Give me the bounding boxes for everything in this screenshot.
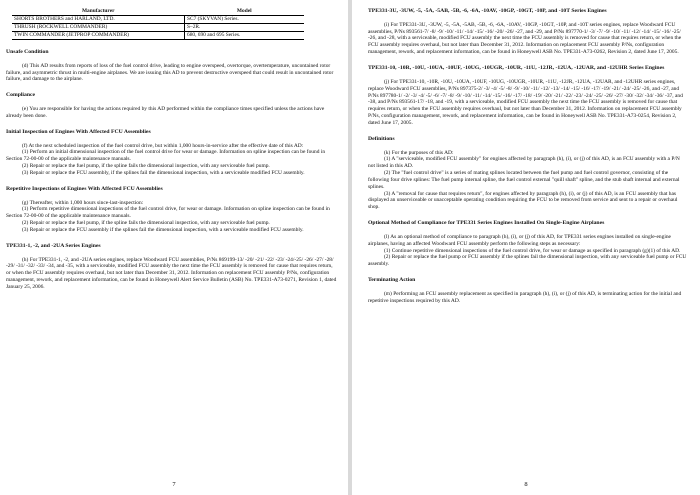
paragraph-h: (h) For TPE331-1, -2, and -2UA series engines, replace Woodward FCU assemblies, P/Ns 869199-13/ -20/ -21/ -22/ -23/ -24/-25/ -26/ -27/ -28/ -29/ -31/ -32/ -33/ -34, and -35, with a serviceable, modified FCU assembly the next time the FCU assembly is removed for cause that requires return, or when the FCU assembly requires overhaul, but not later than December 31, 2012. Information on replacement FCU assembly P/Ns, configuration management, rework, and replacement information, can be found in Honeywell Alert Service Bulletin (ASB) No. TPE331-A73-0271, Revision 1, dated January 25, 2006. — [6, 256, 337, 291]
table-row — [12, 16, 304, 24]
paragraph-f2: (2) Repair or replace the fuel pump, if the spline fails the dimensional inspection, with any serviceable fuel pump. — [22, 163, 270, 170]
table-header-manufacturer: Manufacturer — [12, 8, 185, 16]
paragraph-f: (f) At the next scheduled inspection of the fuel control drive, but within 1,000 hours-in-service after the effective date of this AD: — [22, 142, 304, 149]
paragraph-j: (j) For TPE331-10, -10R, -10U, -10UA, -10UF, -10UG, -10UGR, -10UR, -11U, -12JR, -12UA, -12UAR, and -12UHR series engines, replace Woodward FCU assemblies, P/Ns 897375-2/ -3/ -4/ -5/ -8/ -9/ -10/ -11/ -12/ -13/ -14/ -15/ -16/ -17/ -19/ -21/ -24/ -25/ -26, and -27, and P/Ns 897780-1/ -2/ -3/ -4/ -5/ -6/ -7/ -8/ -9/ -10/ -11/ -14/ -15/ -16/ -17/ -18/ -19/ -20/ -21/ -22/ -23/ -24/ -25/ -26/ -27/ -30/ -32/ -34/ -36/ -37, and -38, and P/Ns 893561-17/ -18, and -19, with a serviceable, modified FCU assembly the next time the FCU assembly is removed for cause that requires return, or when the FCU assembly requires overhaul, but not later than December 31, 2012. Information on replacement FCU assembly P/Ns, configuration management, rework, and replacement information, can be found in Honeywell ASB No. TPE331-A73-0254, Revision 2, dated June 17, 2005. — [368, 78, 683, 126]
page-number: 7 — [172, 481, 176, 488]
unsafe-condition-heading: Unsafe Condition — [6, 49, 49, 55]
paragraph-g3: (3) Repair or replace the FCU assembly if the splines fail the dimensional inspection, with a serviceable modified FCU assembly. — [22, 227, 304, 233]
table-cell-model: S–2R. — [185, 24, 305, 32]
optional-compliance-heading: Optional Method of Compliance for TPE331 Series Engines Installed On Single-Engine Airplanes — [368, 220, 605, 227]
tpe331-3u-heading: TPE331-3U, -3UW, -5, -5A, -5AB, -5B, -6, -6A, -10AV, -10GP, -10GT, -10P, and -10T Series Engines — [368, 8, 607, 14]
page-number: 8 — [524, 481, 528, 488]
paragraph-f1: (1) Perform an initial dimensional inspection of the fuel control drive for wear or damage. Information on spline inspection can be found in Section 72-00-00 of the applicable maintenance manuals. — [6, 149, 326, 163]
paragraph-i: (i) For TPE331-3U, -3UW, -5, -5A, -5AB, -5B, -6, -6A, -10AV, -10GP, -10GT, -10P, and -10T series engines, replace Woodward FCU assemblies, P/Ns 893561-7/ -8/ -9/ -10/ -11/ -14/ -15/ -16/ -20/ -26/ -27, and -29, and P/Ns 897770-1/ -3/ -7/ -9/ -10/ -11/ -12/ -14/ -15/ -16/ -25/ -26, and -28, with a serviceable, modified FCU assembly the next time the FCU assembly is removed for cause that requires return, or when the FCU assembly requires overhaul, but not later than December 31, 2012. Information on replacement FCU assembly P/Ns, configuration management, rework, and replacement information, can be found in Honeywell ASB No. TPE331-A73-0262, Revision 2, dated June 17, 2005. — [368, 21, 682, 56]
compliance-heading: Compliance — [6, 92, 36, 99]
paragraph-m: (m) Performing an FCU assembly replacement as specified in paragraph (h), (i), or (j) of this AD, is terminating action for the initial and repetitive inspections required by this AD. — [368, 290, 682, 304]
table-header-model: Model — [185, 8, 305, 16]
page-8 — [352, 0, 700, 495]
page-7 — [0, 0, 348, 495]
table-cell-model: 680, 690 and 695 Series. — [185, 32, 305, 40]
initial-inspection-heading: Initial Inspection of Engines With Affected FCU Assemblies — [6, 128, 151, 135]
terminating-action-heading: Terminating Action — [368, 277, 416, 284]
table-cell-manufacturer: THRUSH (ROCKWELL COMMANDER) — [12, 24, 185, 32]
applicability-table — [12, 8, 304, 40]
paragraph-k2: (2) The "fuel control drive" is a series of mating splines located between the fuel pump and fuel control governor, consisting of the following four drive splines: The fuel pump internal spline, the fuel control external "quill shaft" spline, and the stub shaft internal and external splines. — [368, 170, 680, 190]
paragraph-g: (g) Thereafter, within 1,000 hours since-last-inspection: — [22, 199, 144, 206]
table-cell-manufacturer: TWIN COMMANDER (JETPROP COMMANDER) — [12, 32, 185, 40]
paragraph-g2: (2) Repair or replace the fuel pump, if the spline fails the dimensional inspection, with any serviceable fuel pump. — [22, 220, 270, 227]
paragraph-d: (d) This AD results from reports of loss of the fuel control drive, leading to engine overspeed, overtorque, overtemperature, uncontained rotor failure, and asymmetric thrust in multi-engine airplanes. We are issuing this AD to prevent destructive overspeed that could result in uncontained rotor failure, and damage to the airplane. — [6, 62, 334, 83]
paragraph-l2: (2) Repair or replace the fuel pump or FCU assembly if the splines fail the dimensional inspection, with any serviceable fuel pump or FCU assembly. — [368, 254, 687, 268]
paragraph-l1: (1) Continue repetitive dimensional inspections of the fuel control drive, for wear or damage as specified in paragraph (g)(1) of this AD. — [384, 247, 681, 254]
paragraph-k3: (3) A "removal for cause that requires return", for engines affected by paragraph (h), (i), or (j) of this AD, is an FCU assembly that has displayed an unserviceable or unacceptable operating condition requiring the FCU to be removed from service and sent to a repair or overhaul shop. — [368, 190, 678, 211]
table-cell-model: SC7 (SKYVAN) Series. — [185, 16, 305, 24]
paragraph-f3: (3) Repair or replace the FCU assembly, if the splines fail the dimensional inspection, with a serviceable modified FCU assembly. — [22, 169, 305, 176]
paragraph-k: (k) For the purposes of this AD: — [384, 149, 454, 156]
paragraph-e: (e) You are responsible for having the actions required by this AD performed within the compliance times specified unless the actions have already been done. — [6, 106, 325, 119]
table-cell-manufacturer: SHORTS BROTHERS and HARLAND, LTD. — [12, 16, 185, 24]
paragraph-g1: (1) Perform repetitive dimensional inspections of the fuel control drive, for wear or damage. Information on spline inspection can be found in Section 72-00-00 of the applicable maintenance manuals. — [6, 206, 330, 220]
repetitive-inspection-heading: Repetitive Inspections of Engines With Affected FCU Assemblies — [6, 185, 163, 192]
table-row — [12, 32, 304, 40]
paragraph-k1: (1) A "serviceable, modified FCU assembly" for engines affected by paragraph (h), (i), or (j) of this AD, is an FCU assembly with a P/N not listed in this AD. — [368, 156, 680, 170]
tpe331-10-heading: TPE331-10, -10R, -10U, -10UA, -10UF, -10UG, -10UGR, -10UR, -11U, -12JR, -12UA, -12UAR, and -12UHR Series Engines — [368, 65, 665, 72]
tpe331-1-heading: TPE331-1, -2, and -2UA Series Engines — [6, 242, 101, 249]
definitions-heading: Definitions — [368, 135, 395, 142]
table-header-row — [12, 8, 304, 16]
paragraph-l: (l) As an optional method of compliance to paragraph (h), (i), or (j) of this AD, for TPE331 series engines installed on single-engine airplanes, having an affected Woodward FCU assembly perform the following steps as necessary: — [368, 233, 671, 247]
table-row — [12, 24, 304, 32]
